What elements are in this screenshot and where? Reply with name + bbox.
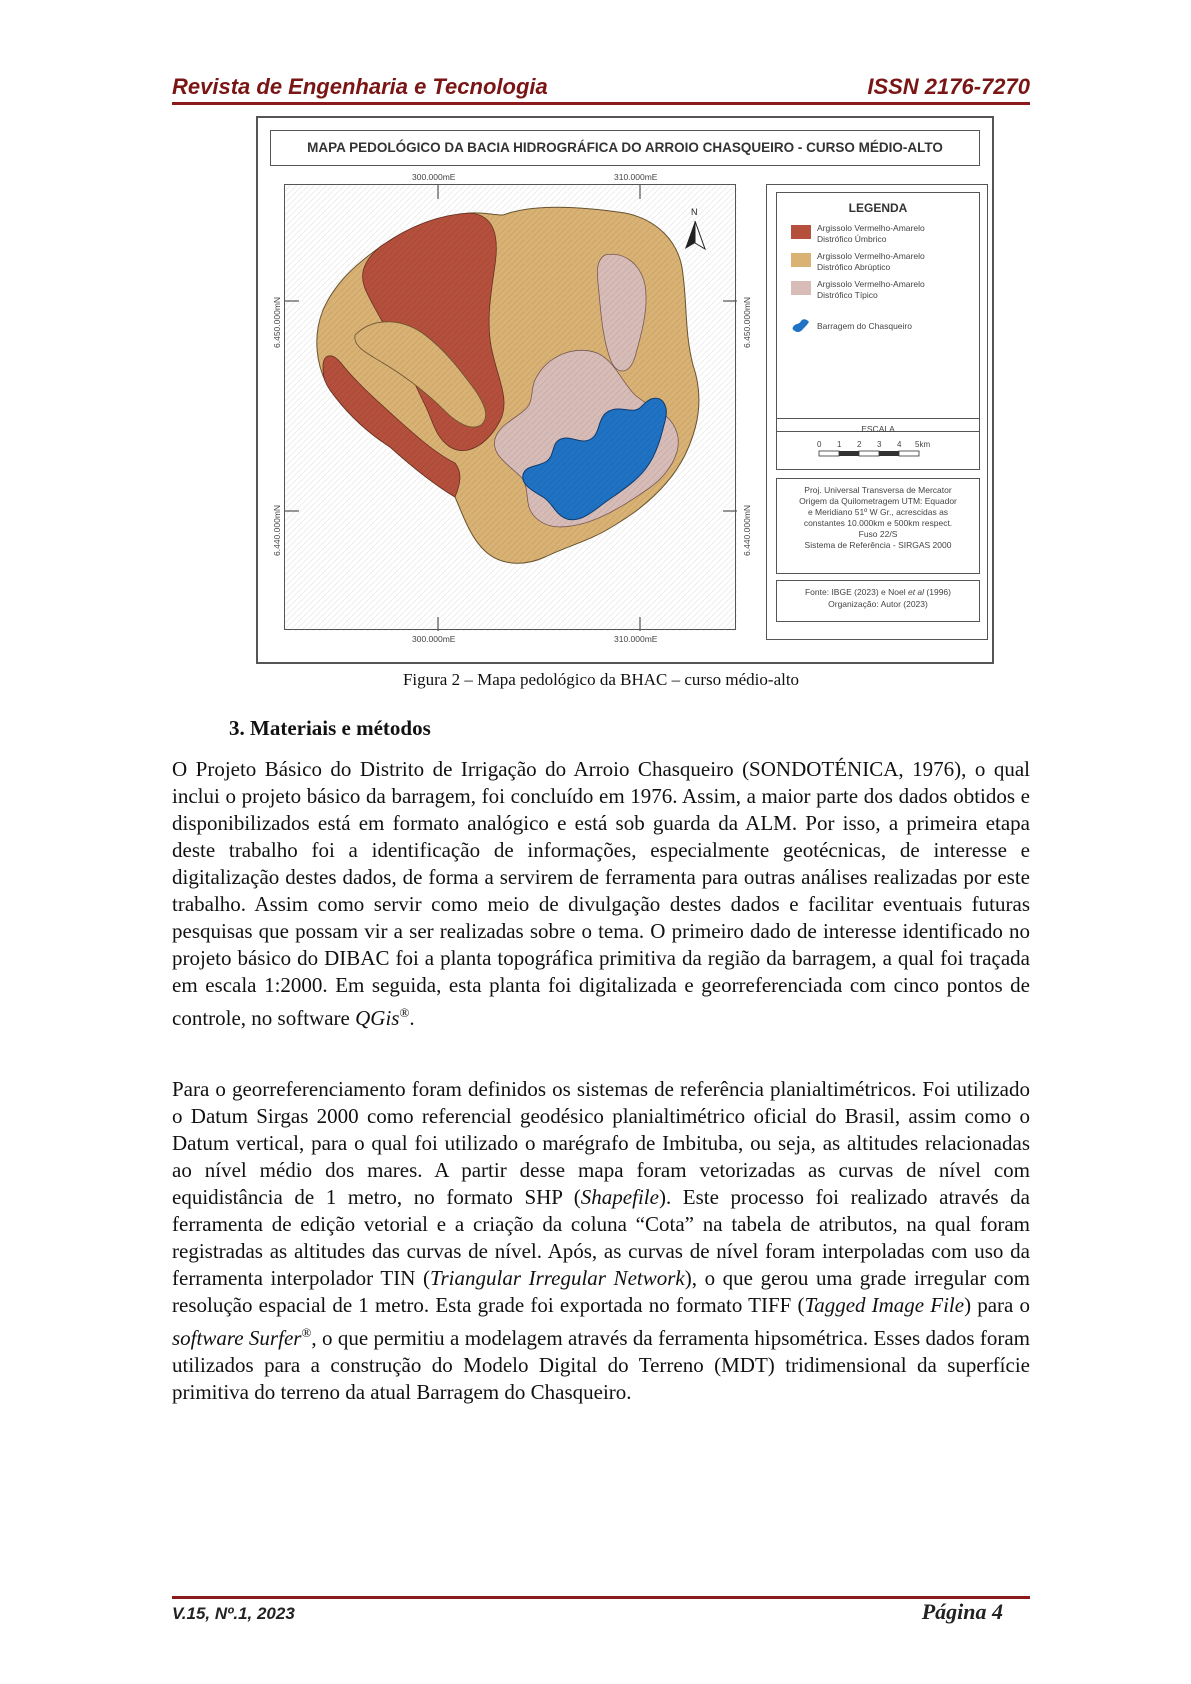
figure-caption: Figura 2 – Mapa pedológico da BHAC – curso médio-alto [402, 670, 800, 689]
scale-tick-3: 3 [877, 440, 882, 449]
soil-map-figure [256, 116, 994, 664]
reservoir-swatch-icon [791, 317, 811, 335]
source-info [776, 580, 980, 622]
journal-title: Revista de Engenharia e Tecnologia [172, 74, 548, 99]
legend-label-abruptico-1: Argissolo Vermelho-Amarelo [817, 251, 925, 261]
coord-left-upper: 6.450.000mN [272, 296, 282, 348]
issn: ISSN 2176-7270 [867, 74, 1030, 99]
legend-item-tipico [791, 279, 925, 301]
coord-right-lower: 6.440.000mN [742, 504, 752, 556]
paragraph-1: O Projeto Básico do Distrito de Irrigação do Arroio Chasqueiro (SONDOTÉNICA, 1976), o qual inclui o projeto básico da barragem, foi concluído em 1976. Assim, a maior parte dos dados obtidos e disponibilizados está em formato analógico e está sob guarda da ALM. Por isso, a primeira etapa deste trabalho foi a identificação de informações, especialmente geotécnicas, de interesse e digitalização destes dados, de forma a servirem de ferramenta para outras análises realizadas por este trabalho. Assim como servir como meio de divulgação destes dados e facilitar eventuais futuras pesquisas que possam vir a ser realizadas sobre o tema. O primeiro dado de interesse identificado no projeto básico do DIBAC foi a planta topográfica primitiva da região da barragem, a qual foi traçada em escala 1:2000. Em seguida, esta planta foi digitalizada e georreferenciada com cinco pontos de controle, no software QGis®. [172, 757, 1030, 1030]
paragraph-2: Para o georreferenciamento foram definidos os sistemas de referência planialtimétricos. Foi utilizado o Datum Sirgas 2000 como referencial geodésico planialtimétrico oficial do Brasil, assim como o Datum vertical, para o qual foi utilizado o marégrafo de Imbituba, ou seja, as altitudes relacionadas ao nível médio dos mares. A partir desse mapa foram vetorizadas as curvas de nível com equidistância de 1 metro, no formato SHP (Shapefile). Este processo foi realizado através da ferramenta de edição vetorial e a criação da coluna “Cota” na tabela de atributos, na qual foram registradas as altitudes das curvas de nível. Após, as curvas de nível foram interpoladas com uso da ferramenta interpolador TIN (Triangular Irregular Network), o que gerou uma grade irregular com resolução espacial de 1 metro. Esta grade foi exportada no formato TIFF (Tagged Image File) para o software Surfer®, o que permitiu a modelagem através da ferramenta hipsométrica. Esses dados foram utilizados para a construção do Modelo Digital do Terreno (MDT) tridimensional da superfície primitiva do terreno da atual Barragem do Chasqueiro. [172, 1077, 1031, 1404]
footer-rule [172, 1596, 1030, 1599]
legend-label-tipico-2: Distrófico Típico [817, 290, 878, 300]
legend-label-reservoir: Barragem do Chasqueiro [817, 321, 912, 331]
volume-info: V.15, Nº.1, 2023 [172, 1604, 295, 1623]
map-canvas [285, 185, 737, 631]
projection-line-6: Sistema de Referência - SIRGAS 2000 [804, 540, 952, 550]
legend-label-abruptico-2: Distrófico Abrúptico [817, 262, 891, 272]
page-number: Página 4 [921, 1599, 1003, 1624]
source-line-1: Fonte: IBGE (2023) e Noel et al (1996) [804, 587, 951, 597]
coord-bottom-right: 310.000mE [614, 634, 658, 644]
legend-swatch-tipico [791, 281, 811, 295]
legend-item-abruptico [791, 251, 925, 273]
projection-line-1: Proj. Universal Transversa de Mercator [804, 485, 952, 495]
section-title: 3. Materiais e métodos [229, 716, 431, 740]
legend-label-umbrico-1: Argissolo Vermelho-Amarelo [817, 223, 925, 233]
projection-info [776, 478, 980, 574]
scale-box [776, 418, 980, 470]
legend-swatch-umbrico [791, 225, 811, 239]
coord-right-upper: 6.450.000mN [742, 296, 752, 348]
projection-line-3: e Meridiano 51º W Gr., acrescidas as [807, 507, 949, 517]
map-title: MAPA PEDOLÓGICO DA BACIA HIDROGRÁFICA DO ARROIO CHASQUEIRO - CURSO MÉDIO-ALTO [270, 130, 980, 166]
map-frame [284, 184, 736, 630]
page-header [172, 74, 1030, 104]
scale-tick-1: 1 [837, 440, 842, 449]
coord-left-lower: 6.440.000mN [272, 504, 282, 556]
scale-tick-0: 0 [817, 440, 822, 449]
legend-label-umbrico-2: Distrófico Úmbrico [817, 234, 887, 244]
legend-item-reservoir [791, 317, 912, 335]
scale-title: ESCALA [861, 424, 895, 434]
north-label: N [691, 207, 698, 217]
legend-title: LEGENDA [848, 201, 908, 215]
coord-top-left: 300.000mE [412, 172, 456, 182]
projection-line-5: Fuso 22/S [858, 529, 898, 539]
scale-tick-5: 5km [915, 440, 931, 449]
coord-bottom-left: 300.000mE [412, 634, 456, 644]
legend-label-tipico-1: Argissolo Vermelho-Amarelo [817, 279, 925, 289]
scale-tick-4: 4 [897, 440, 902, 449]
projection-line-2: Origem da Quilometragem UTM: Equador [799, 496, 957, 506]
source-line-2: Organização: Autor (2023) [828, 599, 928, 609]
scale-tick-2: 2 [857, 440, 862, 449]
projection-line-4: constantes 10.000km e 500km respect. [803, 518, 953, 528]
legend-swatch-abruptico [791, 253, 811, 267]
legend-box [776, 192, 980, 432]
coord-top-right: 310.000mE [614, 172, 658, 182]
legend-item-umbrico [791, 223, 925, 245]
scale-bar [777, 435, 977, 465]
header-rule [172, 102, 1030, 105]
